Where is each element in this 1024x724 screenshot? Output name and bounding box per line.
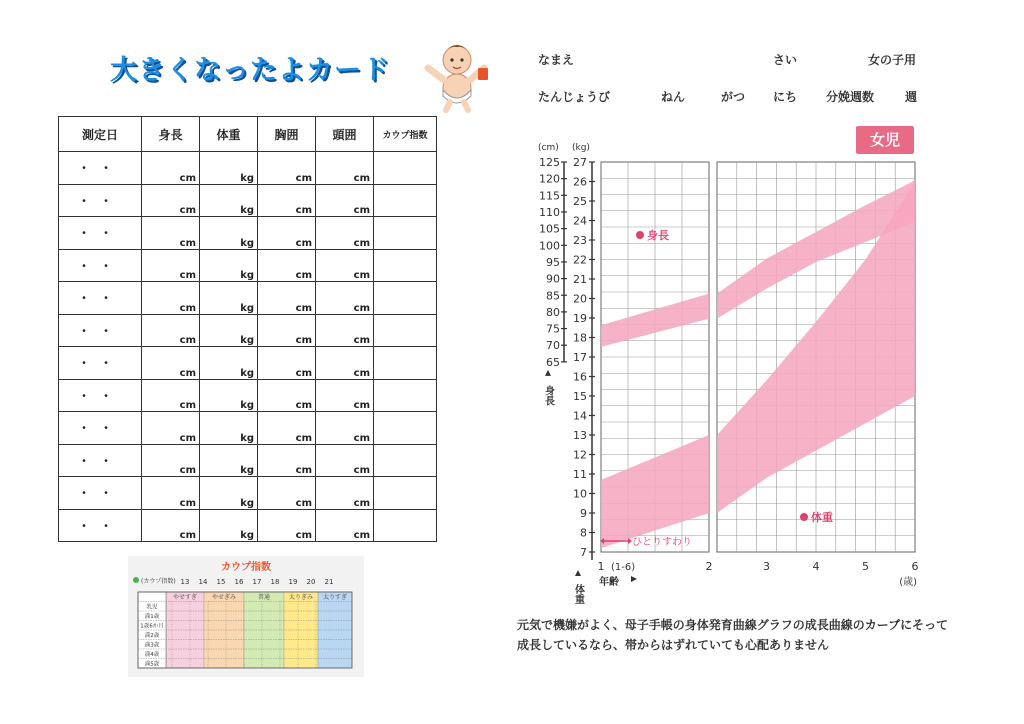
age-tick-label: 3 — [763, 560, 770, 573]
height-tick-label: 100 — [539, 239, 560, 253]
unit-label: kg — [240, 465, 254, 476]
kaup-cell[interactable] — [374, 412, 437, 445]
head-cell[interactable] — [316, 152, 374, 185]
kaup-cell[interactable] — [374, 379, 437, 412]
unit-label: cm — [353, 400, 370, 411]
height-cell[interactable] — [142, 444, 200, 477]
unit-label: kg — [240, 270, 254, 281]
weight-tick-label: 24 — [573, 214, 587, 228]
kaup-cell[interactable] — [374, 282, 437, 315]
unit-label: cm — [353, 335, 370, 346]
weight-tick-label: 23 — [573, 234, 587, 247]
unit-label: cm — [353, 205, 370, 216]
unit-label: cm — [295, 237, 312, 249]
col-header-kaup: カウプ指数 — [374, 117, 437, 152]
weight-tick-label: 21 — [573, 273, 587, 286]
head-cell[interactable] — [316, 347, 374, 380]
weight-cell[interactable] — [200, 282, 258, 315]
kaup-cell[interactable] — [374, 217, 437, 250]
weight-cell[interactable] — [200, 477, 258, 510]
unit-label: cm — [179, 335, 196, 346]
col-header-chest: 胸囲 — [258, 117, 316, 152]
unit-label: cm — [295, 172, 312, 184]
table-row — [59, 217, 437, 250]
unit-label: cm — [295, 465, 312, 476]
age-tick-label: 4 — [812, 560, 820, 573]
unit-label: cm — [179, 432, 196, 444]
kaup-index-value: 17 — [252, 578, 262, 586]
age-tick-label: 5 — [862, 560, 869, 573]
height-legend-label: 身長 — [647, 229, 669, 242]
infant-range-label: (1-6) — [611, 562, 636, 573]
col-header-height: 身長 — [142, 117, 200, 152]
chest-cell[interactable] — [258, 184, 316, 217]
head-cell[interactable] — [316, 444, 374, 477]
height-legend-dot — [636, 231, 644, 239]
height-tick-label: 105 — [539, 222, 560, 236]
weight-tick-label: 20 — [573, 292, 587, 306]
head-cell[interactable] — [316, 217, 374, 250]
height-cell[interactable] — [142, 347, 200, 380]
weight-tick-label: 12 — [573, 448, 587, 462]
unit-label: cm — [179, 205, 196, 216]
unit-label: cm — [353, 465, 370, 476]
unit-label: cm — [353, 497, 370, 509]
weight-legend-dot — [800, 513, 808, 521]
weight-axis-label: 体重 — [572, 584, 584, 604]
day-label: にち — [773, 90, 798, 104]
unit-label: kg — [240, 400, 254, 411]
weight-unit: (kg) — [572, 143, 590, 153]
kaup-index-value: 14 — [198, 578, 208, 586]
weight-cell[interactable] — [200, 347, 258, 380]
year-label: ねん — [661, 90, 686, 104]
unit-label: cm — [179, 367, 196, 379]
height-tick-label: 90 — [546, 272, 560, 286]
unit-label: cm — [179, 172, 196, 184]
kaup-cell[interactable] — [374, 347, 437, 380]
kaup-age-label: 満5歳 — [144, 661, 160, 668]
date-cell[interactable]: ・・ — [59, 249, 142, 282]
col-header-date: 測定日 — [59, 117, 142, 152]
weight-cell[interactable] — [200, 379, 258, 412]
kaup-age-label: 1歳6か月 — [140, 623, 164, 630]
weight-tick-label: 17 — [573, 351, 587, 364]
date-cell[interactable]: ・・ — [59, 379, 142, 412]
height-unit: (cm) — [538, 143, 559, 153]
date-cell[interactable]: ・・ — [59, 184, 142, 217]
unit-label: kg — [240, 205, 254, 216]
kaup-cell[interactable] — [374, 444, 437, 477]
weight-tick-label: 14 — [573, 409, 587, 423]
card-title: 大きくなったよカード — [110, 55, 390, 86]
weight-axis-arrow — [575, 570, 581, 576]
age-label: さい — [773, 53, 798, 67]
height-cell[interactable] — [142, 217, 200, 250]
height-axis-label: 身長 — [542, 385, 554, 406]
date-cell[interactable]: ・・ — [59, 314, 142, 347]
weight-cell[interactable] — [200, 217, 258, 250]
kaup-index-value: 21 — [324, 578, 334, 586]
kaup-index-value: 16 — [234, 578, 244, 586]
unit-label: cm — [179, 400, 196, 411]
kaup-age-label: 満1歳 — [144, 614, 160, 620]
weight-tick-label: 9 — [580, 507, 587, 520]
head-cell[interactable] — [316, 412, 374, 445]
weight-tick-label: 22 — [573, 253, 587, 267]
unit-label: cm — [295, 302, 312, 314]
unit-label: cm — [179, 530, 196, 541]
weight-legend-label: 体重 — [811, 511, 833, 524]
female-badge: 女児 — [856, 126, 914, 154]
weight-tick-label: 11 — [573, 468, 587, 481]
kaup-category-label: 太りぎみ — [288, 594, 314, 601]
unit-label: cm — [295, 432, 312, 444]
height-tick-label: 75 — [546, 322, 560, 336]
height-tick-label: 80 — [546, 305, 560, 319]
height-tick-label: 125 — [539, 156, 560, 169]
unit-label: kg — [240, 367, 254, 379]
name-label: なまえ — [538, 53, 575, 67]
chest-cell[interactable] — [258, 509, 316, 542]
chest-cell[interactable] — [258, 412, 316, 445]
weight-tick-label: 27 — [573, 156, 587, 169]
unit-label: cm — [353, 270, 370, 281]
table-header-row — [59, 117, 437, 152]
unit-label: cm — [353, 367, 370, 379]
date-cell[interactable]: ・・ — [59, 152, 142, 185]
unit-label: cm — [295, 367, 312, 379]
kaup-cell[interactable] — [374, 184, 437, 217]
weight-cell[interactable] — [200, 184, 258, 217]
kaup-cell[interactable] — [374, 509, 437, 542]
kaup-age-label: 乳児 — [146, 604, 158, 611]
unit-label: kg — [240, 432, 254, 444]
height-tick-label: 115 — [539, 189, 560, 203]
chest-cell[interactable] — [258, 379, 316, 412]
unit-label: cm — [295, 530, 312, 541]
month-label: がつ — [721, 90, 746, 104]
col-header-head: 頭囲 — [316, 117, 374, 152]
growth-curve-chart — [520, 120, 940, 604]
head-cell[interactable] — [316, 509, 374, 542]
kaup-cell[interactable] — [374, 249, 437, 282]
height-tick-label: 95 — [546, 255, 560, 269]
table-row — [59, 282, 437, 315]
head-cell[interactable] — [316, 379, 374, 412]
height-axis-arrow — [545, 370, 551, 376]
kaup-index-value: 15 — [216, 578, 226, 586]
head-cell[interactable] — [316, 477, 374, 510]
weight-tick-label: 18 — [573, 331, 587, 345]
weight-tick-label: 15 — [573, 390, 587, 403]
kaup-category-label: やせぎみ — [211, 594, 237, 601]
chest-cell[interactable] — [258, 314, 316, 347]
unit-label: cm — [353, 530, 370, 541]
head-cell[interactable] — [316, 314, 374, 347]
height-cell[interactable] — [142, 282, 200, 315]
unit-label: cm — [179, 465, 196, 476]
kaup-cell[interactable] — [374, 477, 437, 510]
date-cell[interactable]: ・・ — [59, 509, 142, 542]
unit-label: cm — [179, 497, 196, 509]
unit-label: cm — [295, 205, 312, 216]
table-row — [59, 184, 437, 217]
table-row — [59, 412, 437, 445]
chest-cell[interactable] — [258, 347, 316, 380]
kaup-cell[interactable] — [374, 152, 437, 185]
unit-label: kg — [240, 237, 254, 249]
height-cell[interactable] — [142, 249, 200, 282]
weight-tick-label: 16 — [573, 370, 587, 384]
height-tick-label: 70 — [546, 339, 560, 353]
unit-label: cm — [353, 237, 370, 249]
height-cell[interactable] — [142, 314, 200, 347]
kaup-category-label: 普通 — [257, 594, 271, 601]
weight-tick-label: 25 — [573, 195, 587, 208]
date-cell[interactable]: ・・ — [59, 444, 142, 477]
age-tick-label: 1 — [597, 560, 605, 573]
table-row — [59, 249, 437, 282]
unit-label: cm — [353, 432, 370, 444]
height-cell[interactable] — [142, 152, 200, 185]
age-axis-label: 年齢 — [599, 577, 619, 588]
weight-cell[interactable] — [200, 152, 258, 185]
height-cell[interactable] — [142, 412, 200, 445]
height-cell[interactable] — [142, 509, 200, 542]
table-row — [59, 152, 437, 185]
weight-tick-label: 8 — [580, 526, 587, 540]
head-cell[interactable] — [316, 282, 374, 315]
date-cell[interactable]: ・・ — [59, 217, 142, 250]
unit-label: cm — [179, 237, 196, 249]
gestation-label: 分娩週数 — [826, 90, 875, 104]
unit-label: cm — [353, 172, 370, 184]
kaup-index-label: (カウプ指数) — [141, 578, 176, 585]
baby-illustration — [420, 38, 494, 112]
weight-tick-label: 13 — [573, 429, 587, 442]
weight-cell[interactable] — [200, 412, 258, 445]
age-tick-label: 6 — [911, 560, 919, 573]
kaup-title: カウプ指数 — [221, 562, 271, 573]
weight-cell[interactable] — [200, 444, 258, 477]
kaup-index-value: 18 — [270, 578, 280, 586]
kaup-category-label: 太りすぎ — [322, 594, 348, 601]
height-tick-label: 110 — [539, 205, 560, 219]
sitting-label: ひとりすわり — [632, 537, 692, 548]
table-row — [59, 347, 437, 380]
col-header-weight: 体重 — [200, 117, 258, 152]
weight-cell[interactable] — [200, 249, 258, 282]
head-cell[interactable] — [316, 249, 374, 282]
unit-label: kg — [240, 302, 254, 314]
age-unit-label: (歳) — [899, 577, 917, 588]
weight-cell[interactable] — [200, 314, 258, 347]
weight-tick-label: 7 — [580, 546, 587, 559]
unit-label: cm — [295, 270, 312, 281]
table-row — [59, 314, 437, 347]
table-row — [59, 477, 437, 510]
kaup-index-value: 13 — [180, 578, 190, 586]
date-cell[interactable]: ・・ — [59, 412, 142, 445]
unit-label: cm — [353, 302, 370, 314]
chest-cell[interactable] — [258, 217, 316, 250]
kaup-age-label: 満4歳 — [144, 652, 160, 658]
kaup-age-label: 満2歳 — [144, 633, 160, 639]
kaup-index-chart — [128, 556, 364, 677]
height-cell[interactable] — [142, 477, 200, 510]
birthday-label: たんじょうび — [538, 90, 611, 104]
chest-cell[interactable] — [258, 444, 316, 477]
height-cell[interactable] — [142, 184, 200, 217]
chest-cell[interactable] — [258, 282, 316, 315]
unit-label: kg — [240, 530, 254, 541]
kaup-bullet — [133, 577, 139, 583]
date-cell[interactable]: ・・ — [59, 282, 142, 315]
weight-tick-label: 19 — [573, 312, 587, 325]
date-cell[interactable]: ・・ — [59, 477, 142, 510]
weight-cell[interactable] — [200, 509, 258, 542]
growth-record-table — [58, 116, 437, 542]
gender-label: 女の子用 — [868, 53, 917, 67]
unit-label: kg — [240, 335, 254, 346]
table-row — [59, 509, 437, 542]
chest-cell[interactable] — [258, 152, 316, 185]
unit-label: kg — [240, 172, 254, 184]
height-tick-label: 120 — [539, 172, 560, 186]
weight-tick-label: 10 — [573, 487, 587, 501]
kaup-index-value: 20 — [306, 578, 316, 586]
head-cell[interactable] — [316, 184, 374, 217]
chest-cell[interactable] — [258, 249, 316, 282]
height-tick-label: 85 — [546, 289, 560, 303]
table-row — [59, 444, 437, 477]
kaup-index-value: 19 — [288, 578, 298, 586]
unit-label: kg — [240, 497, 254, 509]
date-cell[interactable]: ・・ — [59, 347, 142, 380]
age-axis-arrow — [631, 576, 637, 582]
height-cell[interactable] — [142, 379, 200, 412]
unit-label: cm — [295, 335, 312, 346]
growth-note: 元気で機嫌がよく、母子手帳の身体発育曲線グラフの成長曲線のカーブにそって成長しているなら、帯からはずれていても心配ありません — [517, 618, 949, 652]
table-row — [59, 379, 437, 412]
unit-label: cm — [295, 497, 312, 509]
height-tick-label: 65 — [546, 355, 560, 369]
kaup-cell[interactable] — [374, 314, 437, 347]
kaup-category-label: やせすぎ — [172, 594, 198, 601]
unit-label: cm — [179, 302, 196, 314]
kaup-age-label: 満3歳 — [144, 642, 160, 649]
unit-label: cm — [179, 270, 196, 281]
chest-cell[interactable] — [258, 477, 316, 510]
week-label: 週 — [905, 90, 918, 104]
unit-label: cm — [295, 400, 312, 411]
age-tick-label: 2 — [705, 560, 713, 573]
weight-tick-label: 26 — [573, 175, 587, 189]
